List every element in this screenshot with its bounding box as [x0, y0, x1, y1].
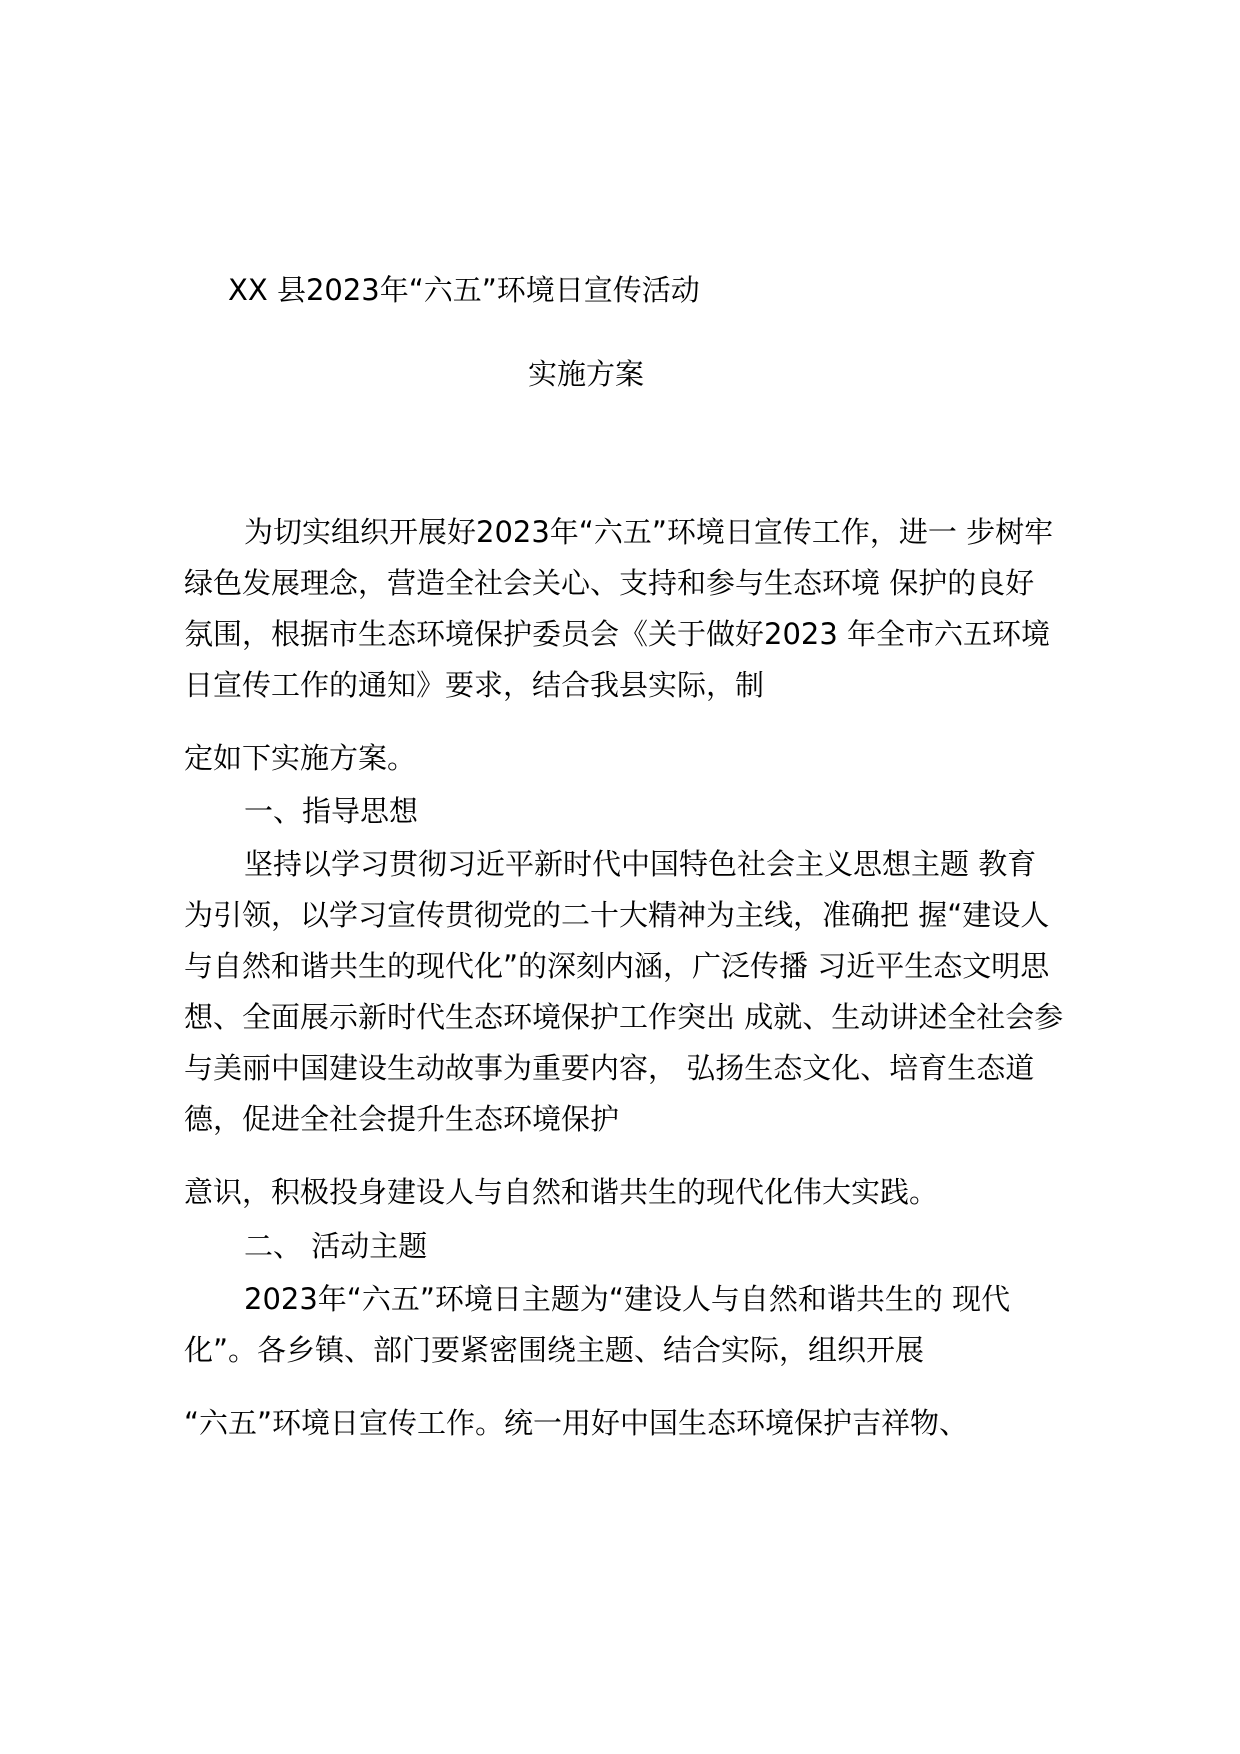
- body-line: 意识，积极投身建设人与自然和谐共生的现代化伟大实践。: [184, 1175, 939, 1209]
- body-line: 为引领，以学习宣传贯彻党的二十大精神为主线，准确把 握“建设人: [184, 898, 1050, 932]
- document-title-line-1: XX 县2023年“六五”环境日宣传活动: [228, 273, 700, 307]
- document-title-line-2: 实施方案: [528, 357, 645, 391]
- body-line: 定如下实施方案。: [184, 741, 417, 775]
- body-line: 想、全面展示新时代生态环境保护工作突出 成就、生动讲述全社会参: [184, 1000, 1064, 1034]
- body-line: 与自然和谐共生的现代化”的深刻内涵，广泛传播 习近平生态文明思: [184, 949, 1050, 983]
- body-line: 化”。各乡镇、部门要紧密围绕主题、结合实际，组织开展: [184, 1333, 925, 1367]
- body-line: 绿色发展理念，营造全社会关心、支持和参与生态环境 保护的良好: [184, 566, 1035, 600]
- body-line: 坚持以学习贯彻习近平新时代中国特色社会主义思想主题 教育: [244, 847, 1037, 881]
- body-line: 为切实组织开展好2023年“六五”环境日宣传工作，进一 步树牢: [244, 515, 1054, 549]
- body-line: 德，促进全社会提升生态环境保护: [184, 1102, 620, 1136]
- section-heading-activity-theme: 二、 活动主题: [244, 1229, 428, 1263]
- body-line: 与美丽中国建设生动故事为重要内容， 弘扬生态文化、培育生态道: [184, 1051, 1035, 1085]
- section-heading-guiding-thought: 一、指导思想: [244, 794, 419, 828]
- body-line: “六五”环境日宣传工作。统一用好中国生态环境保护吉祥物、: [184, 1406, 969, 1440]
- body-line: 2023年“六五”环境日主题为“建设人与自然和谐共生的 现代: [244, 1282, 1011, 1316]
- body-line: 日宣传工作的通知》要求，结合我县实际，制: [184, 668, 765, 702]
- body-line: 氛围，根据市生态环境保护委员会《关于做好2023 年全市六五环境: [184, 617, 1051, 651]
